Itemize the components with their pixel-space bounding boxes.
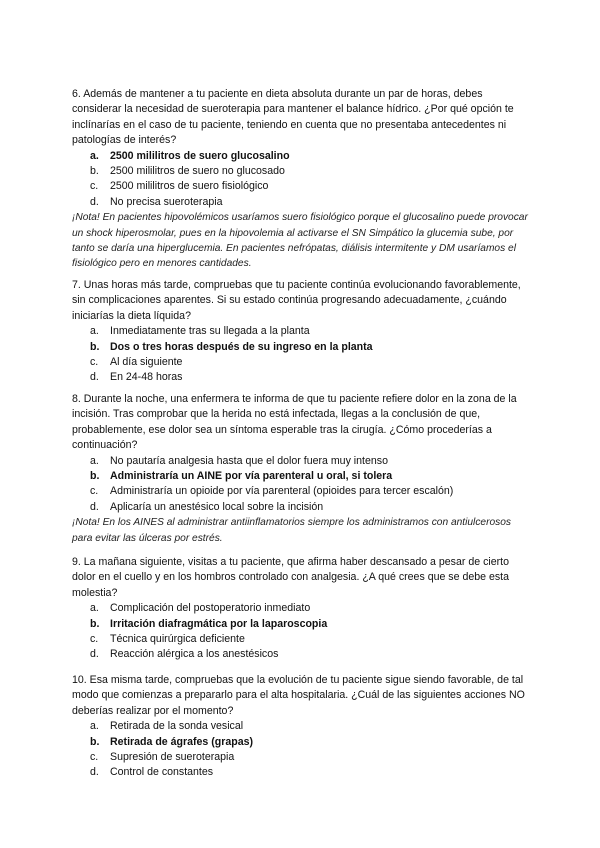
option-a [72, 719, 532, 734]
option-letter: c. [90, 180, 99, 193]
option-letter: b. [90, 735, 100, 748]
option-b [72, 617, 532, 632]
option-text: Administraría un opioide por vía parenteral (opioides para tercer escalón) [110, 485, 454, 498]
option-letter: d. [90, 195, 99, 208]
option-text: 2500 mililitros de suero no glucosado [110, 165, 285, 178]
option-letter: a. [90, 454, 99, 467]
option-text: Dos o tres horas después de su ingreso en la planta [110, 340, 373, 353]
option-text: Reacción alérgica a los anestésicos [110, 648, 279, 661]
option-b [72, 340, 532, 355]
option-c [72, 179, 532, 194]
options-list [72, 149, 532, 211]
option-text: No precisa sueroterapia [110, 195, 223, 208]
option-d [72, 500, 532, 515]
option-text: Irritación diafragmática por la laparoscopia [110, 617, 328, 630]
option-text: Al día siguiente [110, 356, 183, 369]
question-stem: 6. Además de mantener a tu paciente en dieta absoluta durante un par de horas, debes considerar la necesidad de sueroterapia para mantener el balance hídrico. ¿Por qué opción te inclínarías en el caso de tu paciente, teniendo en cuenta que no presentaba antecedentes ni patologías de interés? [72, 88, 514, 147]
option-text: Complicación del postoperatorio inmediato [110, 602, 311, 615]
option-a [72, 454, 532, 469]
question-10 [72, 673, 532, 781]
option-letter: a. [90, 325, 99, 338]
option-d [72, 195, 532, 210]
option-text: Retirada de ágrafes (grapas) [110, 735, 254, 748]
option-text: En 24-48 horas [110, 371, 183, 384]
option-d [72, 647, 532, 662]
question-7 [72, 278, 532, 386]
option-letter: d. [90, 648, 99, 661]
option-letter: b. [90, 470, 100, 483]
option-text: Técnica quirúrgica deficiente [110, 633, 245, 646]
question-stem: 8. Durante la noche, una enfermera te informa de que tu paciente refiere dolor en la zona de la incisión. Tras comprobar que la herida no está infectada, llegas a la conclusión de que, probablemente, ese dolor sea un síntoma esperable tras la cirugía. ¿Cómo procederías a continuación? [72, 393, 517, 452]
option-text: 2500 mililitros de suero glucosalino [110, 149, 290, 162]
option-text: Aplicaría un anestésico local sobre la incisión [110, 500, 324, 513]
option-a [72, 601, 532, 616]
option-b [72, 735, 532, 750]
question-stem: 10. Esa misma tarde, compruebas que la evolución de tu paciente sigue siendo favorable, de tal modo que comienzas a prepararlo para el alta hospitalaria. ¿Cuál de las siguientes acciones NO deberías realizar por el momento? [72, 674, 525, 717]
option-letter: a. [90, 149, 99, 162]
option-letter: d. [90, 371, 99, 384]
option-letter: d. [90, 500, 99, 513]
option-d [72, 370, 532, 385]
option-text: Inmediatamente tras su llegada a la planta [110, 325, 310, 338]
options-list [72, 454, 532, 516]
option-text: 2500 mililitros de suero fisiológico [110, 180, 269, 193]
option-d [72, 765, 532, 780]
option-letter: d. [90, 766, 99, 779]
option-letter: b. [90, 617, 100, 630]
option-text: No pautaría analgesia hasta que el dolor fuera muy intenso [110, 454, 388, 467]
question-9 [72, 555, 532, 663]
option-c [72, 484, 532, 499]
option-b [72, 469, 532, 484]
option-letter: c. [90, 485, 99, 498]
option-text: Administraría un AINE por vía parenteral u oral, si tolera [110, 470, 393, 483]
option-text: Retirada de la sonda vesical [110, 720, 244, 733]
option-c [72, 750, 532, 765]
option-text: Supresión de sueroterapia [110, 751, 235, 764]
question-stem: 9. La mañana siguiente, visitas a tu paciente, que afirma haber descansado a pesar de cierto dolor en el cuello y en los hombros controlado con analgesia. ¿A qué crees que se debe esta molestia? [72, 556, 509, 599]
option-letter: c. [90, 751, 99, 764]
option-letter: b. [90, 340, 100, 353]
option-a [72, 324, 532, 339]
option-a [72, 149, 532, 164]
option-letter: b. [90, 165, 99, 178]
option-text: Control de constantes [110, 766, 214, 779]
option-c [72, 632, 532, 647]
note-text: ¡Nota! En los AINES al administrar antiinflamatorios siempre los administramos con antiulcerosos para evitar las úlceras por estrés. [72, 517, 511, 544]
option-letter: c. [90, 356, 99, 369]
option-b [72, 164, 532, 179]
option-c [72, 355, 532, 370]
option-letter: c. [90, 633, 99, 646]
question-8 [72, 392, 532, 546]
question-stem: 7. Unas horas más tarde, compruebas que tu paciente continúa evolucionando favorablemente, sin complicaciones aparentes. Si su estado continúa progresando adecuadamente, ¿cuándo iniciarías la dieta líquida? [72, 279, 521, 322]
option-letter: a. [90, 602, 99, 615]
options-list [72, 324, 532, 386]
options-list [72, 601, 532, 663]
options-list [72, 719, 532, 781]
question-6 [72, 87, 532, 272]
note-text: ¡Nota! En pacientes hipovolémicos usaríamos suero fisiológico porque el glucosalino puede provocar un shock hiperosmolar, pues en la hipovolemia al activarse el SN Simpático la glucemia sube, por tanto se daría una hiperglucemia. En pacientes nefrópatas, diálisis intermitente y DM usaríamos el fisiológico pero en menores cantidades. [72, 212, 528, 270]
option-letter: a. [90, 720, 99, 733]
